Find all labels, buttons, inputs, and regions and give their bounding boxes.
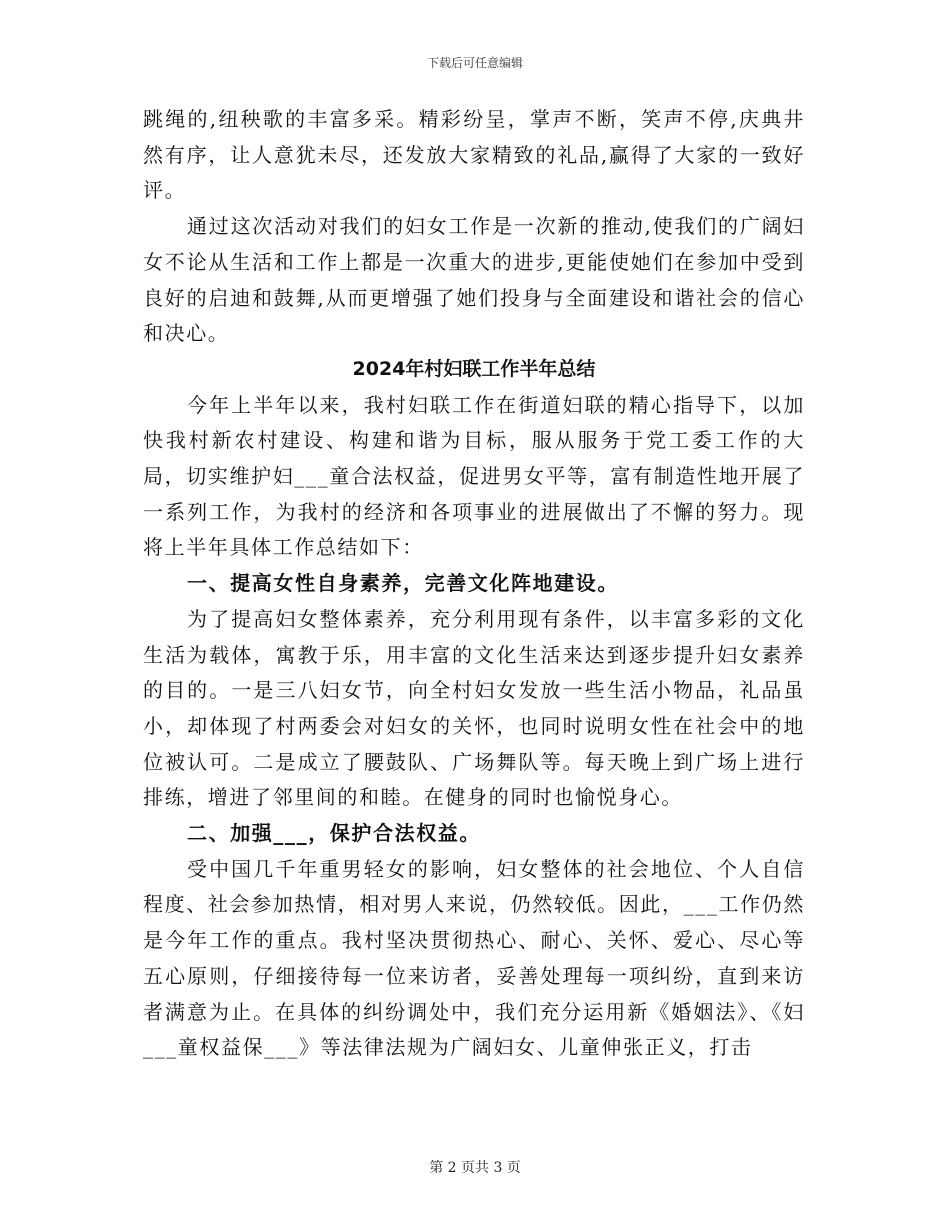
paragraph-2: 通过这次活动对我们的妇女工作是一次新的推动,使我们的广阔妇女不论从生活和工作上都是一次重大的进步,更能使她们在参加中受到良好的启迪和鼓舞,从而更增强了她们投身与全面建设和谐社会的信心和决心。	[143, 214, 805, 346]
section-heading-1: 一、提高女性自身素养，完善文化阵地建设。	[187, 571, 619, 596]
paragraph-5: 受中国几千年重男轻女的影响，妇女整体的社会地位、个人自信程度、社会参加热情，相对男人来说，仍然较低。因此，___工作仍然是今年工作的重点。我村坚决贯彻热心、耐心、关怀、爱心、尽心等五心原则，仔细接待每一位来访者，妥善处理每一项纠纷，直到来访者满意为止。在具体的纠纷调处中，我们充分运用新《婚姻法》、《妇___童权益保___》等法律法规为广阔妇女、儿童伸张正义，打击	[143, 856, 805, 1060]
paragraph-4: 为了提高妇女整体素养，充分利用现有条件，以丰富多彩的文化生活为载体，寓教于乐，用丰富的文化生活来达到逐步提升妇女素养的目的。一是三八妇女节，向全村妇女发放一些生活小物品，礼品虽小，却体现了村两委会对妇女的关怀，也同时说明女性在社会中的地位被认可。二是成立了腰鼓队、广场舞队等。每天晚上到广场上进行排练，增进了邻里间的和睦。在健身的同时也愉悦身心。	[143, 606, 805, 810]
section-heading-2: 二、加强___，保护合法权益。	[187, 821, 481, 846]
paragraph-1: 跳绳的,纽秧歌的丰富多采。精彩纷呈，掌声不断，笑声不停,庆典井然有序，让人意犹未尽，还发放大家精致的礼品,赢得了大家的一致好评。	[143, 107, 805, 203]
document-title: 2024年村妇联工作半年总结	[352, 357, 596, 380]
document-body	[143, 102, 805, 1066]
page-footer: 第 2 页共 3 页	[429, 1160, 521, 1176]
page-header: 下载后可任意编辑	[426, 56, 523, 70]
paragraph-3: 今年上半年以来，我村妇联工作在街道妇联的精心指导下，以加快我村新农村建设、构建和谐为目标，服从服务于党工委工作的大局，切实维护妇___童合法权益，促进男女平等，富有制造性地开展了一系列工作，为我村的经济和各项事业的进展做出了不懈的努力。现将上半年具体工作总结如下：	[143, 392, 805, 560]
